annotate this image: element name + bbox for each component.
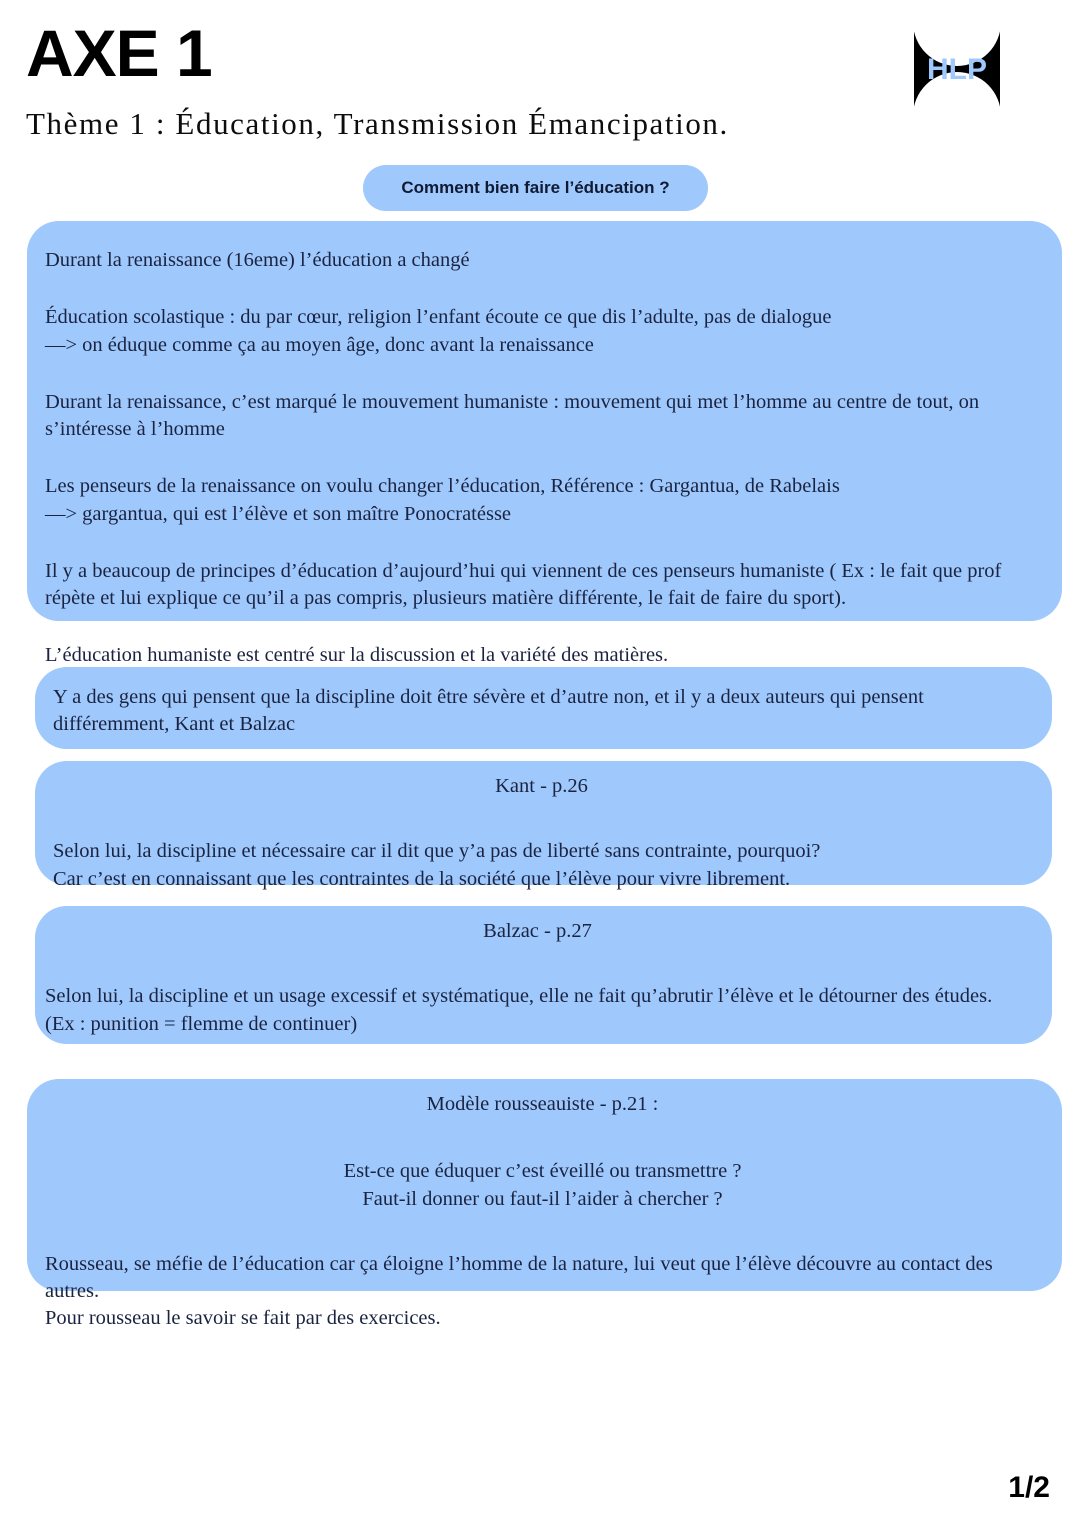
rousseau-line-2: Pour rousseau le savoir se fait par des exercices. [45, 1307, 441, 1330]
page-subtitle: Thème 1 : Éducation, Transmission Émancipation. [26, 106, 729, 141]
question-pill [363, 165, 708, 211]
renaissance-line-4: Durant la renaissance, c’est marqué le mouvement humaniste : mouvement qui met l’homme au centre de tout, on s’intéresse à l’homme [45, 390, 980, 440]
rousseau-line-1: Rousseau, se méfie de l’éducation car ça éloigne l’homme de la nature, lui veut que l’élève découvre au contact des autres. [45, 1252, 993, 1302]
kant-line-2: Car c’est en connaissant que les contraintes de la société que l’élève pour vivre librement. [53, 867, 791, 890]
renaissance-line-8: L’éducation humaniste est centré sur la discussion et la variété des matières. [45, 644, 669, 667]
content-block-renaissance [27, 221, 1062, 667]
kant-heading: Kant - p.26 [495, 775, 588, 797]
renaissance-line-3: —> on éduque comme ça au moyen âge, donc avant la renaissance [45, 333, 594, 356]
question-pill-label: Comment bien faire l’éducation ? [401, 178, 670, 197]
rousseau-question-2: Faut-il donner ou faut-il l’aider à chercher ? [362, 1187, 723, 1210]
page-title: AXE 1 [26, 16, 212, 90]
balzac-line-2: (Ex : punition = flemme de continuer) [45, 1012, 358, 1035]
page-number: 1/2 [1008, 1471, 1050, 1504]
renaissance-line-2: Éducation scolastique : du par cœur, religion l’enfant écoute ce que dis l’adulte, pas de dialogue [45, 306, 832, 329]
renaissance-line-7: Il y a beaucoup de principes d’éducation d’aujourd’hui qui viennent de ces penseurs humaniste ( Ex : le fait que prof répète et lui explique ce qu’il a pas compris, plusieurs matière différente, le fait de faire du sport). [45, 559, 1002, 609]
hlp-logo [914, 26, 1000, 112]
page-header [0, 0, 1080, 160]
renaissance-line-6: —> gargantua, qui est l’élève et son maître Ponocratésse [45, 502, 512, 525]
content-block-rousseau [27, 1079, 1062, 1330]
content-block-discipline [35, 667, 1052, 749]
kant-line-1: Selon lui, la discipline et nécessaire car il dit que y’a pas de liberté sans contrainte, pourquoi? [53, 840, 821, 863]
balzac-heading: Balzac - p.27 [483, 920, 592, 942]
content-block-kant [35, 761, 1052, 890]
balzac-line-1: Selon lui, la discipline et un usage excessif et systématique, elle ne fait qu’abrutir l’élève et le détourner des études. [45, 985, 993, 1008]
svg-text:HLP: HLP [927, 53, 987, 86]
rousseau-heading: Modèle rousseauiste - p.21 : [426, 1093, 659, 1115]
content-block-balzac [35, 906, 1052, 1044]
renaissance-line-1: Durant la renaissance (16eme) l’éducation a changé [45, 249, 470, 271]
discipline-text: Y a des gens qui pensent que la discipline doit être sévère et d’autre non, et il y a deux auteurs qui pensent différemment, Kant et Balzac [53, 686, 924, 736]
renaissance-line-5: Les penseurs de la renaissance on voulu changer l’éducation, Référence : Gargantua, de Rabelais [45, 475, 840, 498]
rousseau-question-1: Est-ce que éduquer c’est éveillé ou transmettre ? [343, 1160, 742, 1183]
